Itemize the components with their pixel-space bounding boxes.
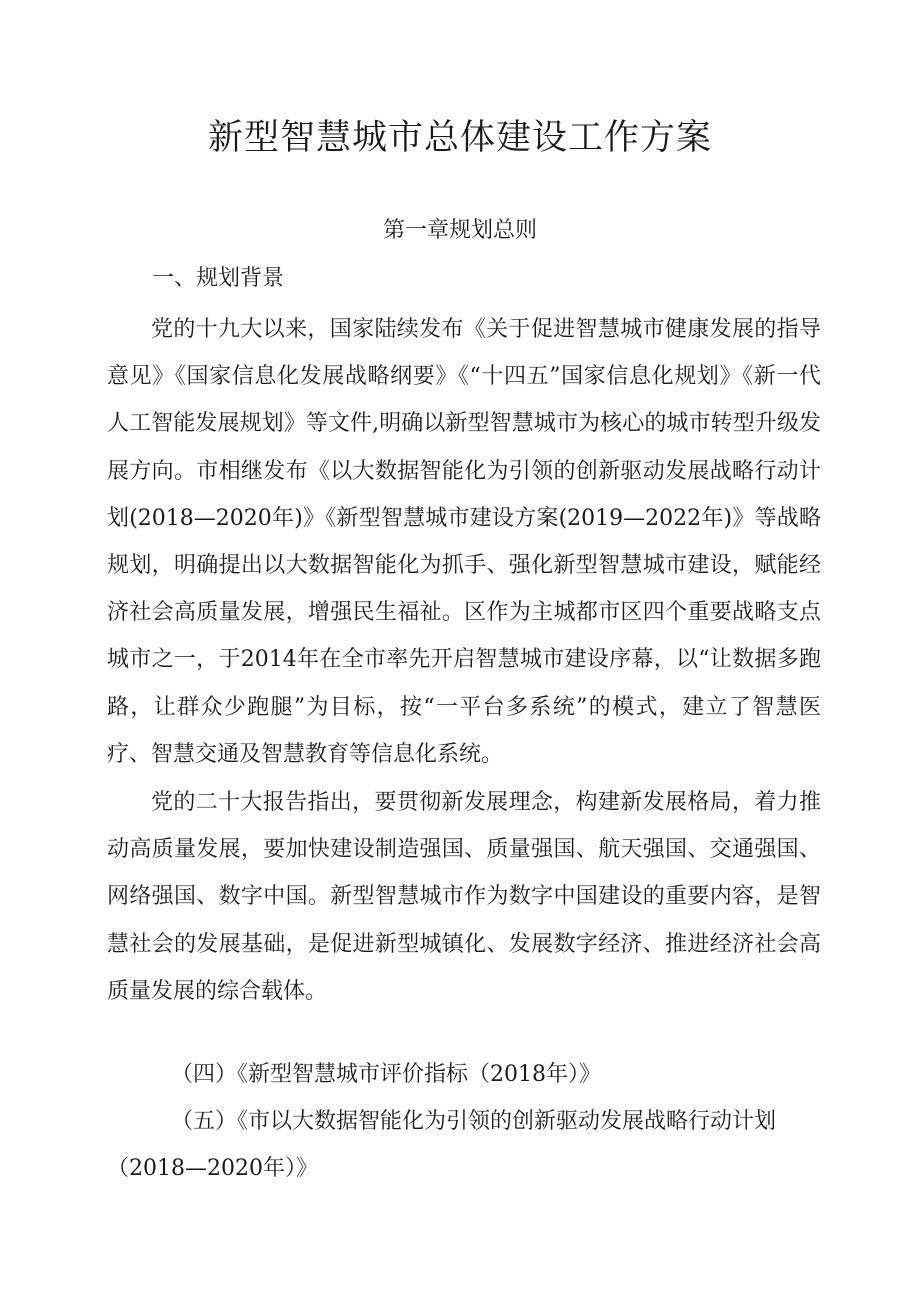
reference-item-4: （四）《新型智慧城市评价指标（2018年）》 (171, 1062, 601, 1087)
document-title: 新型智慧城市总体建设工作方案 (207, 118, 712, 158)
body-paragraph-2: 党的二十大报告指出，要贯彻新发展理念，构建新发展格局，着力推动高质量发展，要加快建设制造强国、质量强国、航天强国、交通强国、网络强国、数字中国。新型智慧城市作为数字中国建设的重要内容，是智慧社会的发展基础，是促进新型城镇化、发展数字经济、推进经济社会高质量发展的综合载体。 (107, 790, 821, 1004)
chapter-heading: 第一章规划总则 (382, 218, 537, 243)
section-heading: 一、规划背景 (152, 266, 285, 291)
body-paragraph-1: 党的十九大以来，国家陆续发布《关于促进智慧城市健康发展的指导意见》《国家信息化发展战略纲要》《“十四五”国家信息化规划》《新一代人工智能发展规划》等文件,明确以新型智慧城市为核心的城市转型升级发展方向。市相继发布《以大数据智能化为引领的创新驱动发展战略行动计划(2018—2020年)》《新型智慧城市建设方案(2019—2022年)》等战略规划，明确提出以大数据智能化为抓手、强化新型智慧城市建设，赋能经济社会高质量发展，增强民生福祉。区作为主城都市区四个重要战略支点城市之一，于2014年在全市率先开启智慧城市建设序幕，以“让数据多跑路，让群众少跑腿”为目标，按“一平台多系统”的模式，建立了智慧医疗、智慧交通及智慧教育等信息化系统。 (107, 317, 821, 767)
reference-item-5: （五）《市以大数据智能化为引领的创新驱动发展战略行动计划（2018—2020年）》 (107, 1109, 777, 1181)
